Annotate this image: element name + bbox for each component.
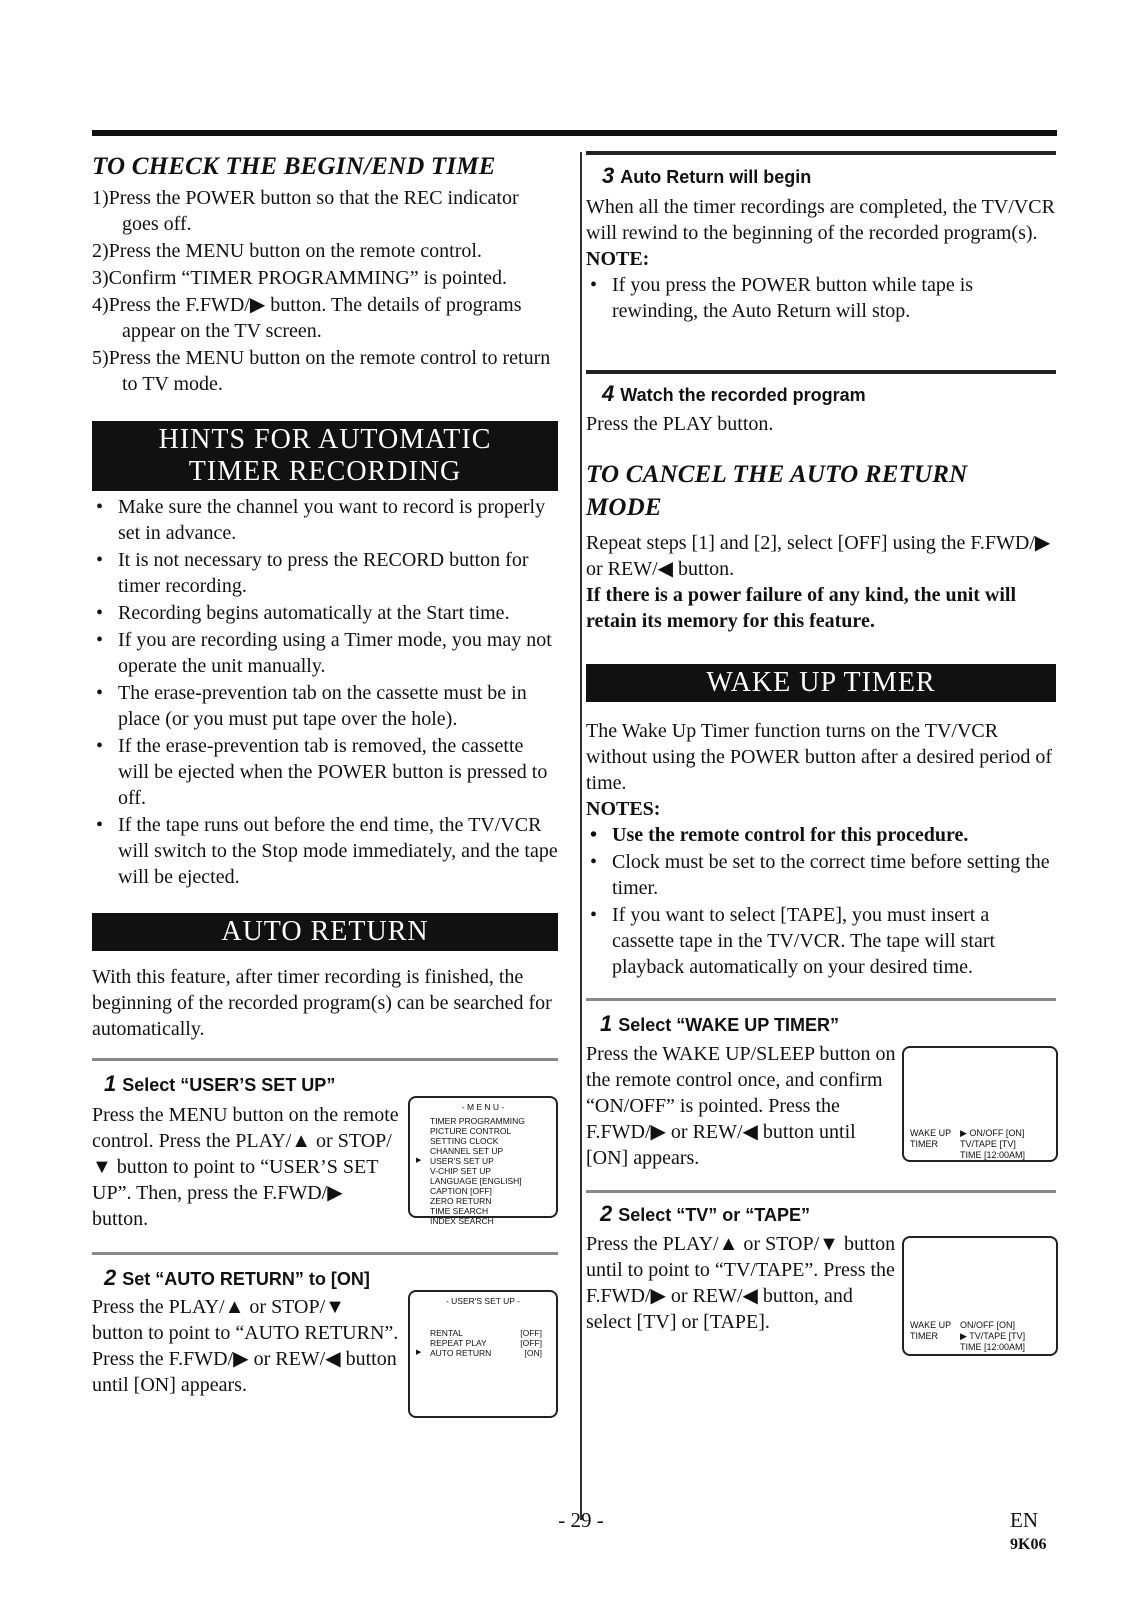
setting-line: ▶ ON/OFF [ON] [960,1128,1025,1138]
setting-label: AUTO RETURN [430,1348,492,1358]
wake-screen-1 [902,1046,1058,1162]
list-item: • If the erase-prevention tab is removed, the cassette will be ejected when the POWER button is pressed to off. [92,733,558,811]
step-number: 2 [600,1201,613,1226]
hints-banner-line2: TIMER RECORDING [188,456,462,487]
list-item: • The erase-prevention tab on the cassette must be in place (or you must put tape over the hole). [92,680,558,732]
check-step: 5)Press the MENU button on the remote control to return to TV mode. [92,347,551,395]
note-list [586,272,1056,324]
step3-title [602,164,811,189]
step1-title [104,1072,335,1097]
wake-screen-2 [902,1236,1058,1356]
step-number: 1 [104,1071,117,1096]
section-rule [586,370,1056,374]
check-heading: TO CHECK THE BEGIN/END TIME [92,153,496,180]
cancel-body [586,530,1056,634]
hints-banner-line1: HINTS FOR AUTOMATIC [158,424,492,455]
menu-item: LANGUAGE [ENGLISH] [430,1176,522,1186]
step-title-text: Auto Return will begin [620,167,812,187]
wake-step1-title [600,1012,839,1037]
wake-screen-settings [960,1320,1025,1353]
cancel-heading: TO CANCEL THE AUTO RETURN MODE [586,461,968,521]
list-item: • If you are recording using a Timer mode, you may not operate the unit manually. [92,627,558,679]
menu-item: ZERO RETURN [430,1196,492,1206]
step2-title [104,1266,370,1291]
menu-item: PICTURE CONTROL [430,1126,512,1136]
step-number: 1 [600,1011,613,1036]
step3-body [586,194,1056,325]
setting-row-selected [410,1348,556,1358]
list-item: • Clock must be set to the correct time before setting the timer. [586,849,1056,901]
setting-line: ▶ TV/TAPE [TV] [960,1331,1026,1341]
setting-label: REPEAT PLAY [430,1338,487,1348]
step4-title [602,382,866,407]
setting-row [410,1338,556,1348]
hints-list [92,494,558,891]
setting-line: TIME [12:00AM] [960,1150,1026,1160]
menu-item: SETTING CLOCK [430,1136,499,1146]
step-number: 4 [602,381,615,406]
notes-label: NOTES: [586,798,661,820]
setting-value: [ON] [524,1348,542,1358]
menu-item: TIME SEARCH [430,1206,489,1216]
users-setup-screen [408,1290,558,1418]
wake-screen-label: WAKE UP TIMER [910,1320,952,1341]
menu-item-selected: ▶ USER'S SET UP [410,1156,556,1166]
cancel-text: Repeat steps [1] and [2], select [OFF] using the F.FWD/▶ or REW/◀ button. [586,532,1051,580]
pointer-icon: ▶ [416,1349,422,1356]
setting-value: [OFF] [520,1338,542,1348]
menu-list [410,1116,556,1226]
page-number: - 29 - [558,1508,604,1532]
menu-screen-title: - M E N U - [461,1102,505,1112]
list-item: • Recording begins automatically at the Start time. [92,600,558,626]
language-code: EN [1010,1508,1038,1532]
wake-step1-text: Press the WAKE UP/SLEEP button on the remote control once, and confirm “ON/OFF” is pointed. Press the F.FWD/▶ or REW/◀ button until [ON] appears. [586,1043,896,1169]
hints-banner [92,421,558,491]
wake-screen-settings [960,1128,1025,1161]
wake-body [586,718,1056,981]
step-title-text: Set “AUTO RETURN” to [ON] [122,1269,370,1289]
check-step: 4)Press the F.FWD/▶ button. The details of programs appear on the TV screen. [92,294,522,342]
users-screen-title: - USER'S SET UP - [445,1296,521,1306]
auto-return-intro: With this feature, after timer recording is finished, the beginning of the recorded program(s) can be searched for automatically. [92,966,552,1040]
check-steps [92,185,558,397]
wake-step2-title [600,1202,810,1227]
list-item: • Use the remote control for this procedure. [586,822,1056,848]
users-screen-rows [410,1328,556,1358]
wake-screen-label: WAKE UP TIMER [910,1128,952,1149]
list-item: • If you press the POWER button while tape is rewinding, the Auto Return will stop. [586,272,1056,324]
menu-screen [408,1096,558,1226]
wake-intro: The Wake Up Timer function turns on the TV/VCR without using the POWER button after a desired period of time. [586,720,1053,794]
column-divider [580,152,582,1520]
check-step: 3)Confirm “TIMER PROGRAMMING” is pointed. [92,267,507,289]
model-code: 9K06 [1010,1536,1047,1553]
setting-row [410,1328,556,1338]
step-number: 3 [602,163,615,188]
top-rule [92,130,1057,136]
menu-item: V-CHIP SET UP [430,1166,492,1176]
step-title-text: Watch the recorded program [620,385,866,405]
section-rule [92,1058,558,1061]
left-column [92,150,558,398]
step4-text: Press the PLAY button. [586,413,774,435]
cancel-bold-note: If there is a power failure of any kind, the unit will retain its memory for this feature. [586,584,1017,632]
step-title-text: Select “WAKE UP TIMER” [618,1015,839,1035]
setting-value: [OFF] [520,1328,542,1338]
section-rule [586,998,1056,1001]
setting-line: ON/OFF [ON] [960,1320,1015,1330]
menu-item: INDEX SEARCH [430,1216,494,1226]
setting-label: RENTAL [430,1328,463,1338]
notes-list [586,822,1056,980]
wake-up-banner: WAKE UP TIMER [586,664,1056,702]
step2-text: Press the PLAY/▲ or STOP/▼ button to point to “AUTO RETURN”. Press the F.FWD/▶ or REW/◀ button until [ON] appears. [92,1296,399,1396]
step3-text: When all the timer recordings are completed, the TV/VCR will rewind to the beginning of the recorded program(s). [586,196,1055,244]
step-title-text: Select “USER’S SET UP” [122,1075,336,1095]
wake-step2-text: Press the PLAY/▲ or STOP/▼ button until to point to “TV/TAPE”. Press the F.FWD/▶ or REW/◀ button, and select [TV] or [TAPE]. [586,1233,896,1333]
check-step: 1)Press the POWER button so that the REC indicator goes off. [92,187,519,235]
menu-item: CAPTION [OFF] [430,1186,492,1196]
auto-return-banner: AUTO RETURN [92,913,558,951]
note-label: NOTE: [586,248,650,270]
menu-item: CHANNEL SET UP [430,1146,504,1156]
section-rule [586,1190,1056,1193]
check-step: 2)Press the MENU button on the remote control. [92,240,482,262]
list-item: • It is not necessary to press the RECORD button for timer recording. [92,547,558,599]
list-item: • Make sure the channel you want to record is properly set in advance. [92,494,558,546]
list-item: • If you want to select [TAPE], you must insert a cassette tape in the TV/VCR. The tape will start playback automatically on your desired time. [586,902,1056,980]
section-rule [586,151,1056,155]
list-item: • If the tape runs out before the end time, the TV/VCR will switch to the Stop mode immediately, and the tape will be ejected. [92,812,558,890]
step1-text: Press the MENU button on the remote control. Press the PLAY/▲ or STOP/▼ button to point to “USER’S SET UP”. Then, press the F.FWD/▶ button. [92,1104,399,1230]
setting-line: TIME [12:00AM] [960,1342,1026,1352]
setting-line: TV/TAPE [TV] [960,1139,1016,1149]
section-rule [92,1252,558,1255]
menu-item: TIMER PROGRAMMING [430,1116,525,1126]
step-title-text: Select “TV” or “TAPE” [618,1205,810,1225]
step-number: 2 [104,1265,117,1290]
